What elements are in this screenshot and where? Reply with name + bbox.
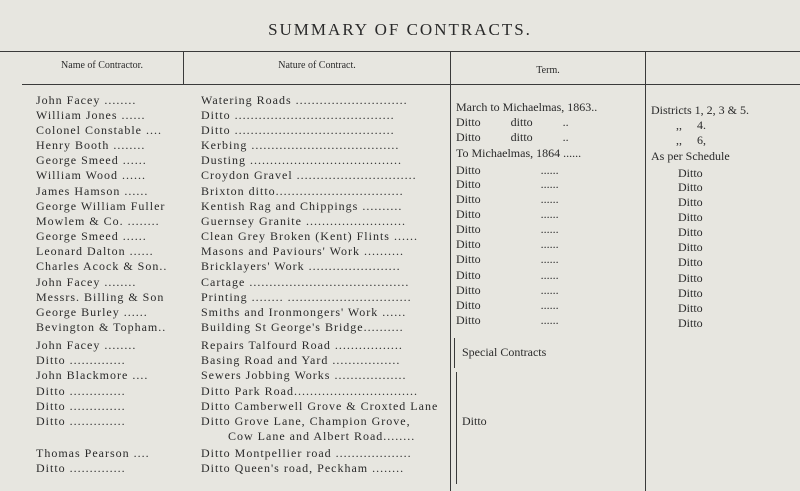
contractor-name: Ditto .............. xyxy=(36,461,126,475)
contract-nature: Ditto Montpellier road ................... xyxy=(201,446,412,460)
contract-term: Ditto ditto .. xyxy=(456,115,569,129)
contract-nature: Smiths and Ironmongers' Work ...... xyxy=(201,305,407,319)
contractor-name: Colonel Constable .... xyxy=(36,123,162,137)
contract-nature: Croydon Gravel .............................. xyxy=(201,168,417,182)
term-detail: Districts 1, 2, 3 & 5. xyxy=(651,103,749,117)
term-detail: Ditto xyxy=(678,286,703,300)
header-top-rule xyxy=(0,51,800,52)
contract-term: Ditto ...... xyxy=(456,237,559,251)
contract-nature: Building St George's Bridge.......... xyxy=(201,320,404,334)
contract-nature: Watering Roads ............................ xyxy=(201,93,408,107)
special-contracts-ditto: Ditto xyxy=(462,414,487,428)
contract-term: Ditto ...... xyxy=(456,268,559,282)
contract-nature: Guernsey Granite ......................... xyxy=(201,214,406,228)
contract-nature: Brixton ditto................................ xyxy=(201,184,404,198)
contract-nature: Ditto ........................................ xyxy=(201,108,395,122)
contractor-name: Mowlem & Co. ........ xyxy=(36,214,160,228)
contractor-name: William Wood ...... xyxy=(36,168,146,182)
col-sep-1 xyxy=(183,52,184,84)
contractor-name: James Hamson ...... xyxy=(36,184,149,198)
contractor-name: George William Fuller xyxy=(36,199,166,213)
contract-nature: Cartage ........................................ xyxy=(201,275,410,289)
term-detail: Ditto xyxy=(678,180,703,194)
contract-nature: Kentish Rag and Chippings .......... xyxy=(201,199,403,213)
contractor-name: George Burley ...... xyxy=(36,305,148,319)
term-detail: ,, 6, xyxy=(676,133,706,147)
contractor-name: William Jones ...... xyxy=(36,108,146,122)
special-contracts-bracket xyxy=(454,338,455,368)
contractor-name: George Smeed ...... xyxy=(36,153,147,167)
header-term: Term. xyxy=(536,65,560,76)
contractor-name: Leonard Dalton ...... xyxy=(36,244,154,258)
contractor-name: Charles Acock & Son.. xyxy=(36,259,168,273)
contract-nature: Ditto Queen's road, Peckham ........ xyxy=(201,461,405,475)
contract-nature: Printing ........ ............................... xyxy=(201,290,412,304)
contractor-name: George Smeed ...... xyxy=(36,229,147,243)
contractor-name: John Facey ........ xyxy=(36,93,137,107)
page-title: SUMMARY OF CONTRACTS. xyxy=(268,20,532,39)
contract-term: Ditto ...... xyxy=(456,252,559,266)
contract-nature: Ditto ........................................ xyxy=(201,123,395,137)
term-detail: Ditto xyxy=(678,316,703,330)
contract-term: Ditto ...... xyxy=(456,177,559,191)
contractor-name: John Blackmore .... xyxy=(36,368,149,382)
contract-term: Ditto ditto .. xyxy=(456,130,569,144)
contract-nature: Basing Road and Yard ................. xyxy=(201,353,401,367)
term-detail: Ditto xyxy=(678,240,703,254)
special-contracts-label: Special Contracts xyxy=(462,345,547,359)
contractor-name: Ditto .............. xyxy=(36,399,126,413)
contract-nature: Masons and Paviours' Work .......... xyxy=(201,244,404,258)
term-detail: Ditto xyxy=(678,225,703,239)
term-detail: ,, 4. xyxy=(676,118,706,132)
contract-term: March to Michaelmas, 1863.. xyxy=(456,100,598,114)
term-detail: Ditto xyxy=(678,271,703,285)
contract-nature: Ditto Camberwell Grove & Croxted Lane xyxy=(201,399,439,413)
header-contractor: Name of Contractor. xyxy=(61,60,143,71)
contract-term: Ditto ...... xyxy=(456,163,559,177)
contractor-name: Henry Booth ........ xyxy=(36,138,146,152)
term-detail: Ditto xyxy=(678,195,703,209)
contract-nature: Dusting ...................................... xyxy=(201,153,403,167)
contractor-name: Ditto .............. xyxy=(36,414,126,428)
contract-term: Ditto ...... xyxy=(456,298,559,312)
contract-term: Ditto ...... xyxy=(456,313,559,327)
contractor-name: Thomas Pearson .... xyxy=(36,446,150,460)
term-detail: Ditto xyxy=(678,166,703,180)
special-contracts-bracket-lower xyxy=(456,372,457,484)
contract-nature: Sewers Jobbing Works .................. xyxy=(201,368,407,382)
header-bottom-rule xyxy=(22,84,800,85)
contract-term: Ditto ...... xyxy=(456,222,559,236)
contract-nature: Bricklayers' Work ....................... xyxy=(201,259,401,273)
contract-term: Ditto ...... xyxy=(456,192,559,206)
contract-nature: Ditto Park Road............................... xyxy=(201,384,418,398)
term-detail: Ditto xyxy=(678,255,703,269)
col-sep-3 xyxy=(645,52,646,491)
header-nature: Nature of Contract. xyxy=(278,60,356,71)
contract-nature: Kerbing ..................................... xyxy=(201,138,400,152)
contract-term: Ditto ...... xyxy=(456,207,559,221)
contract-term: Ditto ...... xyxy=(456,283,559,297)
contractor-name: John Facey ........ xyxy=(36,338,137,352)
contractor-name: Ditto .............. xyxy=(36,384,126,398)
contractor-name: Bevington & Topham.. xyxy=(36,320,167,334)
contractor-name: Ditto .............. xyxy=(36,353,126,367)
contractor-name: Messrs. Billing & Son xyxy=(36,290,165,304)
contract-nature: Ditto Grove Lane, Champion Grove, xyxy=(201,414,411,428)
contract-nature: Cow Lane and Albert Road........ xyxy=(228,429,416,443)
contractor-name: John Facey ........ xyxy=(36,275,137,289)
contract-term: To Michaelmas, 1864 ...... xyxy=(456,146,582,160)
term-detail: Ditto xyxy=(678,301,703,315)
term-detail: As per Schedule xyxy=(651,149,730,163)
contract-nature: Repairs Talfourd Road ................. xyxy=(201,338,403,352)
contract-nature: Clean Grey Broken (Kent) Flints ...... xyxy=(201,229,418,243)
term-detail: Ditto xyxy=(678,210,703,224)
col-sep-2 xyxy=(450,52,451,491)
